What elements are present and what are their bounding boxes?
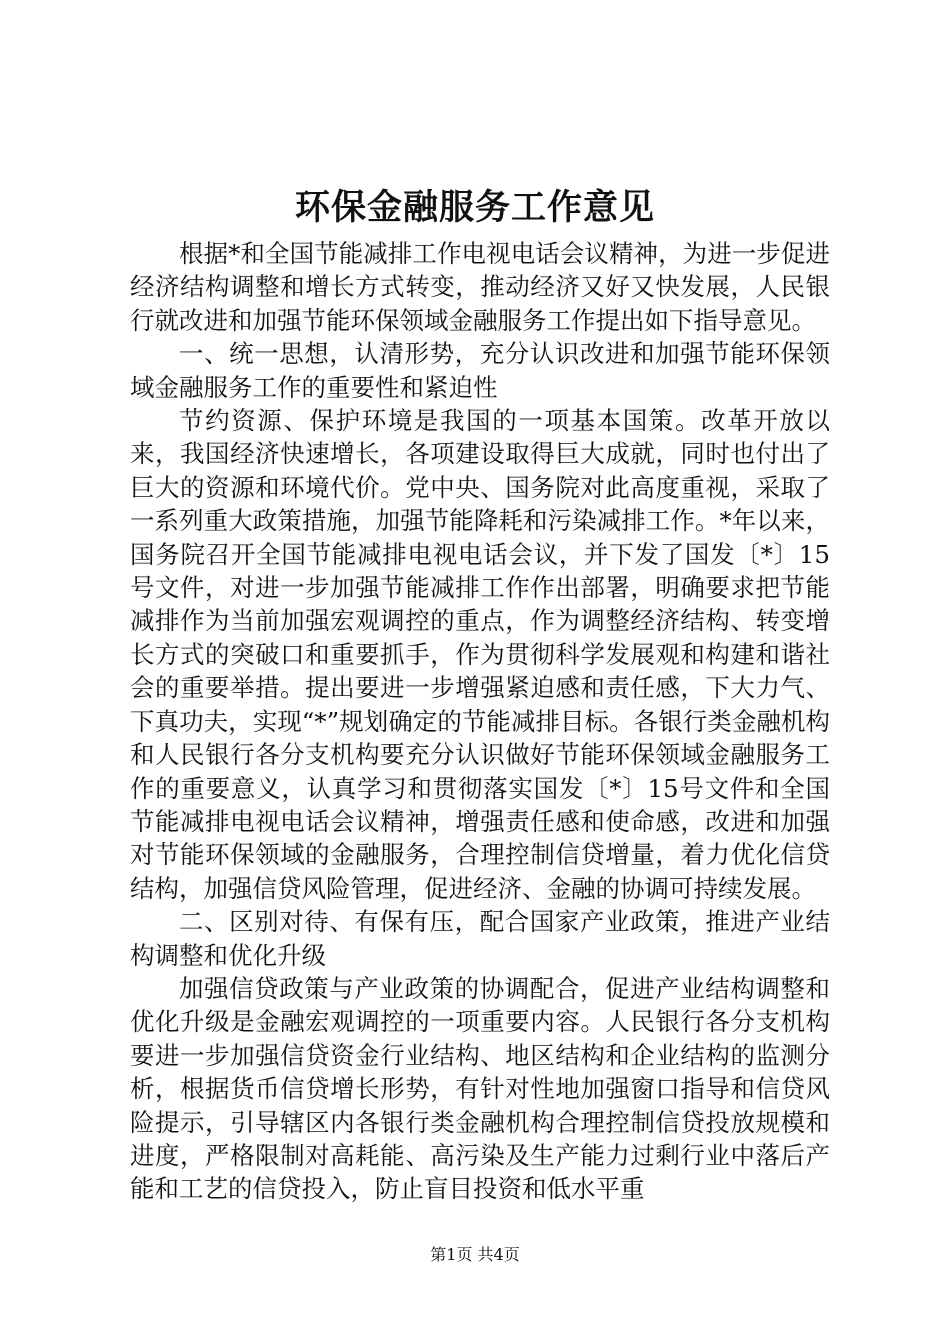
section-2-heading: 二、区别对待、有保有压，配合国家产业政策，推进产业结构调整和优化升级 (130, 907, 830, 970)
section-1-heading: 一、统一思想，认清形势，充分认识改进和加强节能环保领域金融服务工作的重要性和紧迫性 (130, 339, 830, 402)
intro-paragraph: 根据*和全国节能减排工作电视电话会议精神，为进一步促进经济结构调整和增长方式转变，推动经济又好又快发展，人民银行就改进和加强节能环保领域金融服务工作提出如下指导意见。 (130, 239, 830, 335)
page-footer: 第1页 共4页 (430, 1245, 520, 1264)
section-2-paragraph: 加强信贷政策与产业政策的协调配合，促进产业结构调整和优化升级是金融宏观调控的一项重要内容。人民银行各分支机构要进一步加强信贷资金行业结构、地区结构和企业结构的监测分析，根据货币信贷增长形势，有针对性地加强窗口指导和信贷风险提示，引导辖区内各银行类金融机构合理控制信贷投放规模和进度，严格限制对高耗能、高污染及生产能力过剩行业中落后产能和工艺的信贷投入，防止盲目投资和低水平重 (130, 973, 830, 1204)
document-title: 环保金融服务工作意见 (294, 187, 655, 228)
section-1-paragraph: 节约资源、保护环境是我国的一项基本国策。改革开放以来，我国经济快速增长，各项建设取得巨大成就，同时也付出了巨大的资源和环境代价。党中央、国务院对此高度重视，采取了一系列重大政策措施，加强节能降耗和污染减排工作。*年以来，国务院召开全国节能减排电视电话会议，并下发了国发〔*〕15号文件，对进一步加强节能减排工作作出部署，明确要求把节能减排作为当前加强宏观调控的重点，作为调整经济结构、转变增长方式的突破口和重要抓手，作为贯彻科学发展观和构建和谐社会的重要举措。提出要进一步增强紧迫感和责任感，下大力气、下真功夫，实现“*”规划确定的节能减排目标。各银行类金融机构和人民银行各分支机构要充分认识做好节能环保领域金融服务工作的重要意义，认真学习和贯彻落实国发〔*〕15号文件和全国节能减排电视电话会议精神，增强责任感和使命感，改进和加强对节能环保领域的金融服务，合理控制信贷增量，着力优化信贷结构，加强信贷风险管理，促进经济、金融的协调可持续发展。 (130, 406, 830, 903)
document-body (130, 237, 830, 1206)
